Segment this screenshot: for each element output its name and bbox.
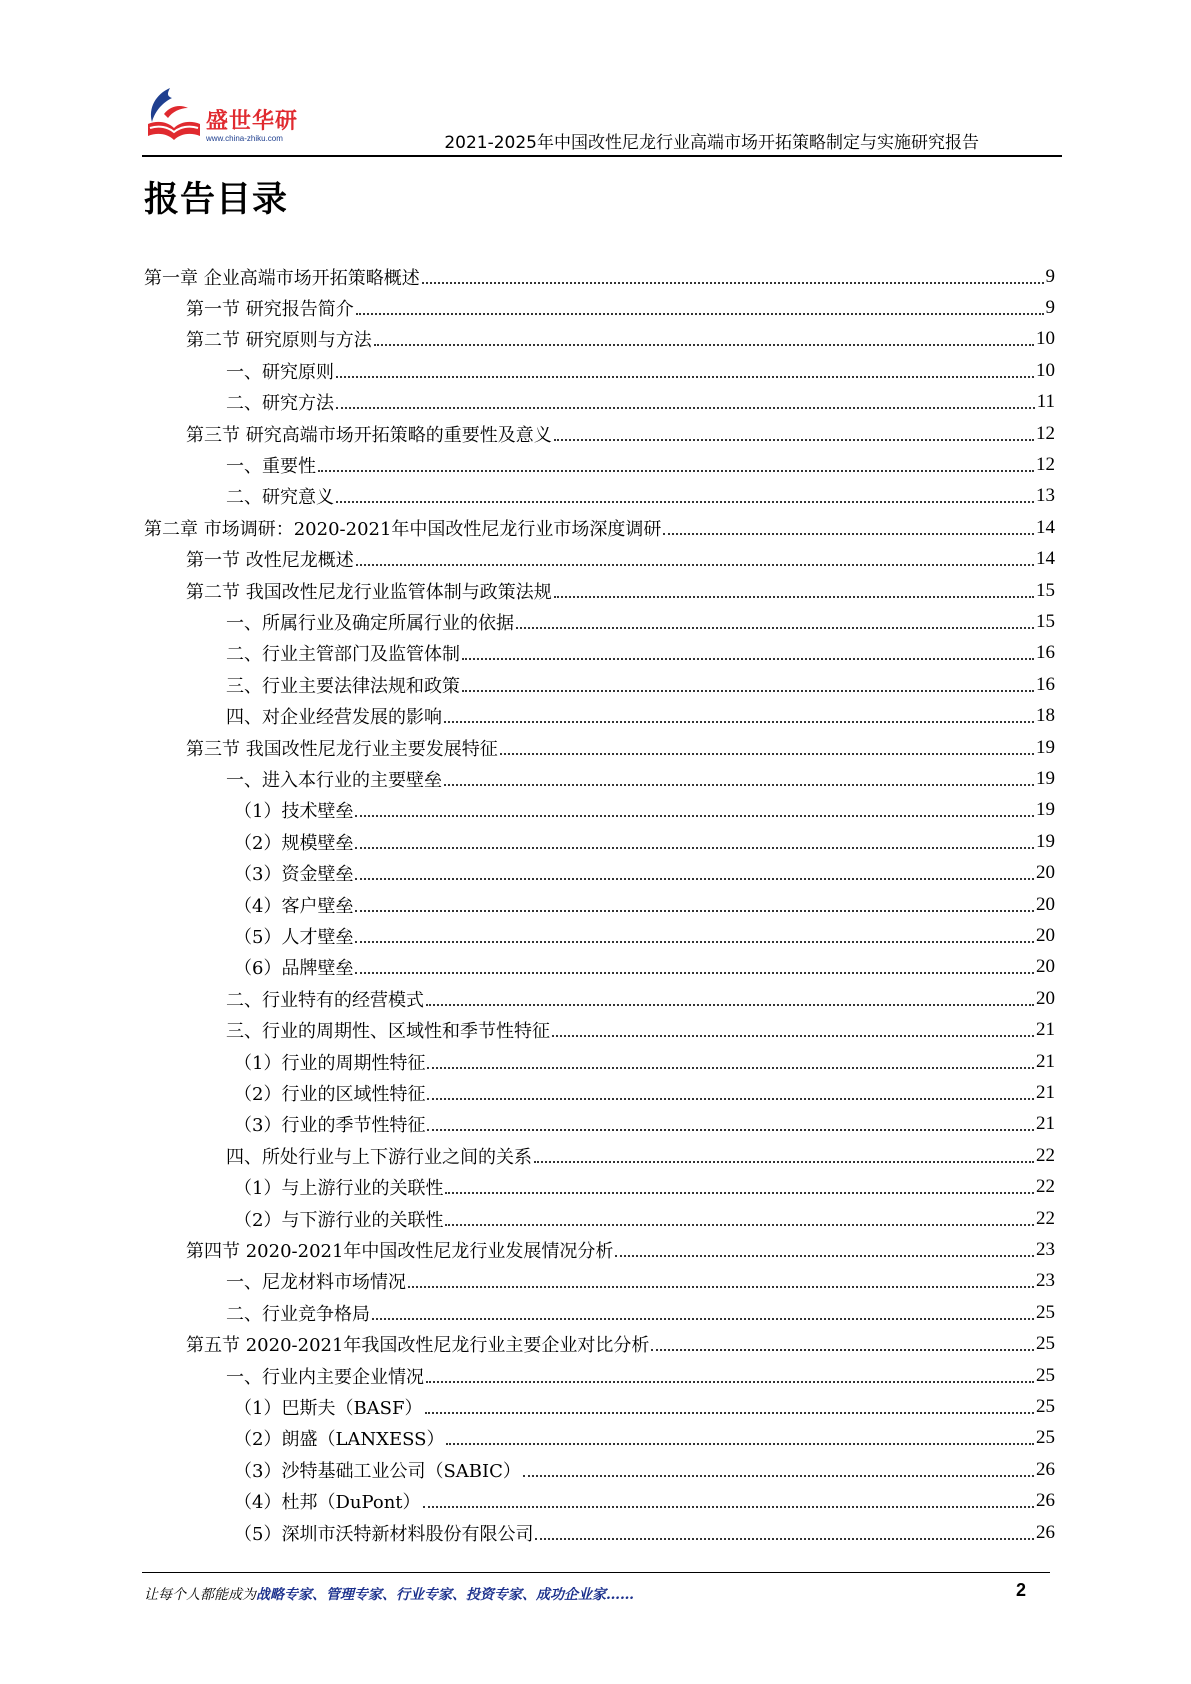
toc-entry-page: 21 (1036, 1081, 1055, 1103)
toc-entry[interactable] (144, 261, 1055, 292)
toc-entry-page: 15 (1036, 610, 1055, 632)
toc-entry-page: 11 (1036, 391, 1055, 413)
toc-entry-title: （3）资金壁垒 (234, 864, 354, 886)
toc-entry[interactable] (226, 355, 1055, 386)
toc-entry-title: （2）行业的区域性特征 (234, 1083, 426, 1105)
toc-entry[interactable] (226, 763, 1055, 794)
toc-entry[interactable] (186, 418, 1055, 449)
toc-entry-page: 22 (1036, 1176, 1055, 1198)
toc-entry[interactable] (226, 481, 1055, 512)
toc-entry-page: 20 (1036, 987, 1055, 1009)
toc-entry-title: 四、所处行业与上下游行业之间的关系 (226, 1146, 532, 1168)
toc-dot-leader (523, 1475, 1034, 1477)
toc-dot-leader (336, 376, 1034, 378)
toc-entry-page: 21 (1036, 1019, 1055, 1041)
toc-entry-page: 20 (1036, 956, 1055, 978)
toc-entry[interactable] (226, 669, 1055, 700)
toc-dot-leader (355, 941, 1034, 943)
book-swoosh-icon (142, 84, 206, 146)
toc-entry[interactable] (234, 952, 1055, 983)
slogan-prefix: 让每个人都能成为 (144, 1587, 256, 1603)
toc-dot-leader (318, 470, 1034, 472)
toc-entry-page: 15 (1036, 579, 1055, 601)
toc-entry-page: 19 (1036, 767, 1055, 789)
toc-dot-leader (445, 1192, 1034, 1194)
toc-entry-title: 第二章 市场调研：2020-2021年中国改性尼龙行业市场深度调研 (144, 518, 662, 540)
toc-dot-leader (535, 1538, 1034, 1540)
toc-entry[interactable] (234, 1046, 1055, 1077)
toc-dot-leader (444, 784, 1034, 786)
toc-entry[interactable] (226, 1266, 1055, 1297)
toc-entry-page: 26 (1036, 1490, 1055, 1512)
toc-entry-page: 13 (1036, 485, 1055, 507)
toc-entry-page: 14 (1036, 548, 1055, 570)
toc-dot-leader (336, 407, 1035, 409)
toc-entry-title: 第一节 研究报告简介 (186, 298, 354, 320)
toc-entry-title: 一、研究原则 (226, 361, 334, 383)
toc-entry-page: 25 (1036, 1427, 1055, 1449)
toc-dot-leader (651, 1349, 1034, 1351)
toc-entry-page: 22 (1036, 1144, 1055, 1166)
toc-entry[interactable] (226, 1140, 1055, 1171)
toc-dot-leader (422, 282, 1044, 284)
toc-entry-page: 20 (1036, 893, 1055, 915)
toc-entry-page: 10 (1036, 359, 1055, 381)
toc-entry-page: 22 (1036, 1207, 1055, 1229)
toc-dot-leader (423, 1506, 1034, 1508)
toc-dot-leader (355, 972, 1034, 974)
toc-dot-leader (427, 1098, 1034, 1100)
toc-entry[interactable] (234, 1172, 1055, 1203)
toc-entry[interactable] (186, 1329, 1055, 1360)
toc-dot-leader (426, 1004, 1034, 1006)
toc-dot-leader (355, 878, 1034, 880)
toc-dot-leader (425, 1412, 1035, 1414)
toc-entry-page: 25 (1036, 1395, 1055, 1417)
toc-entry-title: （1）与上游行业的关联性 (234, 1178, 444, 1200)
toc-entry-page: 14 (1036, 516, 1055, 538)
toc-entry[interactable] (234, 795, 1055, 826)
toc-entry-title: 一、行业内主要企业情况 (226, 1366, 424, 1388)
toc-dot-leader (516, 627, 1034, 629)
toc-dot-leader (500, 753, 1034, 755)
toc-dot-leader (355, 910, 1034, 912)
toc-entry-page: 23 (1036, 1238, 1055, 1260)
toc-entry-title: 第一节 改性尼龙概述 (186, 550, 354, 572)
toc-dot-leader (355, 847, 1034, 849)
toc-entry[interactable] (226, 983, 1055, 1014)
toc-entry-title: 第二节 我国改性尼龙行业监管体制与政策法规 (186, 581, 552, 603)
toc-entry-title: 二、行业主管部门及监管体制 (226, 644, 460, 666)
toc-entry-page: 26 (1036, 1458, 1055, 1480)
toc-entry[interactable] (226, 1360, 1055, 1391)
toc-entry[interactable] (226, 1297, 1055, 1328)
toc-entry[interactable] (234, 889, 1055, 920)
toc-dot-leader (552, 1035, 1034, 1037)
footer-slogan (144, 1584, 634, 1604)
toc-entry-title: （1）巴斯夫（BASF） (234, 1397, 423, 1419)
toc-entry-title: （4）客户壁垒 (234, 895, 354, 917)
toc-entry[interactable] (226, 638, 1055, 669)
toc-entry[interactable] (186, 1234, 1055, 1265)
toc-entry[interactable] (186, 324, 1055, 355)
toc-entry-page: 18 (1036, 705, 1055, 727)
toc-entry-page: 12 (1036, 453, 1055, 475)
toc-entry-title: 第一章 企业高端市场开拓策略概述 (144, 267, 420, 289)
toc-entry[interactable] (234, 1203, 1055, 1234)
toc-entry-page: 19 (1036, 736, 1055, 758)
logo-url: www.china-zhiku.com (206, 134, 283, 143)
toc-entry-page: 16 (1036, 673, 1055, 695)
toc-entry[interactable] (234, 1391, 1055, 1422)
toc-entry-title: 三、行业主要法律法规和政策 (226, 675, 460, 697)
toc-dot-leader (462, 658, 1034, 660)
toc-entry-title: 一、尼龙材料市场情况 (226, 1272, 406, 1294)
document-title: 2021-2025年中国改性尼龙行业高端市场开拓策略制定与实施研究报告 (444, 133, 979, 153)
toc-entry-title: 四、对企业经营发展的影响 (226, 707, 442, 729)
toc-entry-title: 一、所属行业及确定所属行业的依据 (226, 612, 514, 634)
toc-entry-page: 21 (1036, 1050, 1055, 1072)
page-number: 2 (1016, 1580, 1027, 1600)
logo-name: 盛世华研 (206, 109, 299, 134)
toc-entry-page: 12 (1036, 422, 1055, 444)
toc-dot-leader (534, 1161, 1034, 1163)
slogan-roles: 战略专家、管理专家、行业专家、投资专家、成功企业家…… (256, 1587, 634, 1603)
toc-entry[interactable] (186, 575, 1055, 606)
page-heading: 报告目录 (144, 180, 289, 220)
toc-entry-title: 二、行业特有的经营模式 (226, 989, 424, 1011)
toc-dot-leader (427, 1067, 1034, 1069)
toc-entry-page: 20 (1036, 924, 1055, 946)
toc-dot-leader (426, 1381, 1034, 1383)
toc-dot-leader (445, 1224, 1034, 1226)
toc-dot-leader (554, 439, 1034, 441)
toc-dot-leader (462, 690, 1034, 692)
toc-entry-title: 第四节 2020-2021年中国改性尼龙行业发展情况分析 (186, 1240, 614, 1262)
toc-entry-page: 10 (1036, 328, 1055, 350)
toc-entry-page: 9 (1045, 296, 1055, 318)
toc-entry-title: 第二节 研究原则与方法 (186, 330, 372, 352)
toc-dot-leader (356, 313, 1044, 315)
toc-entry-title: 第三节 研究高端市场开拓策略的重要性及意义 (186, 424, 552, 446)
toc-entry-title: 第五节 2020-2021年我国改性尼龙行业主要企业对比分析 (186, 1335, 650, 1357)
toc-dot-leader (408, 1286, 1034, 1288)
toc-entry[interactable] (226, 449, 1055, 480)
toc-entry[interactable] (234, 1423, 1055, 1454)
toc-entry-page: 19 (1036, 830, 1055, 852)
toc-entry-page: 26 (1036, 1521, 1055, 1543)
toc-entry-title: 第三节 我国改性尼龙行业主要发展特征 (186, 738, 498, 760)
toc-entry[interactable] (186, 292, 1055, 323)
toc-entry-page: 23 (1036, 1270, 1055, 1292)
footer-divider (142, 1572, 1050, 1573)
toc-entry-page: 9 (1045, 265, 1055, 287)
toc-entry[interactable] (234, 1486, 1055, 1517)
toc-entry-title: （1）技术壁垒 (234, 801, 354, 823)
toc-entry-page: 25 (1036, 1364, 1055, 1386)
toc-dot-leader (446, 1443, 1034, 1445)
toc-entry-page: 16 (1036, 642, 1055, 664)
toc-entry-title: （2）朗盛（LANXESS） (234, 1429, 445, 1451)
toc-entry[interactable] (226, 606, 1055, 637)
toc-entry-title: （3）沙特基础工业公司（SABIC） (234, 1460, 521, 1482)
toc-entry-title: （3）行业的季节性特征 (234, 1115, 426, 1137)
toc-entry-title: （1）行业的周期性特征 (234, 1052, 426, 1074)
toc-entry[interactable] (226, 387, 1055, 418)
toc-entry-title: （4）杜邦（DuPont） (234, 1492, 421, 1514)
toc-entry-page: 19 (1036, 799, 1055, 821)
toc-entry[interactable] (234, 1109, 1055, 1140)
toc-entry-title: （6）品牌壁垒 (234, 958, 354, 980)
toc-entry[interactable] (144, 512, 1055, 543)
toc-entry[interactable] (186, 732, 1055, 763)
toc-entry-title: 三、行业的周期性、区域性和季节性特征 (226, 1021, 550, 1043)
toc-entry[interactable] (234, 1454, 1055, 1485)
toc-entry-page: 25 (1036, 1333, 1055, 1355)
header-divider (142, 155, 1062, 157)
toc-entry[interactable] (234, 1517, 1055, 1548)
toc-entry-title: （2）规模壁垒 (234, 832, 354, 854)
toc-entry[interactable] (234, 826, 1055, 857)
toc-dot-leader (615, 1255, 1034, 1257)
toc-dot-leader (427, 1129, 1034, 1131)
toc-dot-leader (663, 533, 1034, 535)
toc-entry-page: 20 (1036, 862, 1055, 884)
toc-entry-title: 一、重要性 (226, 455, 316, 477)
toc-entry-page: 25 (1036, 1301, 1055, 1323)
toc-dot-leader (374, 344, 1034, 346)
toc-entry-title: 一、进入本行业的主要壁垒 (226, 769, 442, 791)
toc-entry-page: 21 (1036, 1113, 1055, 1135)
toc-dot-leader (336, 501, 1034, 503)
toc-entry-title: （5）深圳市沃特新材料股份有限公司 (234, 1523, 534, 1545)
toc-entry-title: 二、研究方法 (226, 393, 334, 415)
toc-entry-title: 二、研究意义 (226, 487, 334, 509)
toc-dot-leader (554, 596, 1034, 598)
toc-entry-title: 二、行业竞争格局 (226, 1303, 370, 1325)
toc-dot-leader (356, 564, 1034, 566)
toc-entry[interactable] (234, 920, 1055, 951)
toc-entry[interactable] (186, 544, 1055, 575)
toc-entry[interactable] (234, 858, 1055, 889)
toc-entry[interactable] (226, 1015, 1055, 1046)
company-logo (142, 84, 332, 154)
toc-entry-title: （2）与下游行业的关联性 (234, 1209, 444, 1231)
toc-dot-leader (372, 1318, 1034, 1320)
toc-dot-leader (444, 721, 1034, 723)
toc-entry[interactable] (226, 701, 1055, 732)
toc-entry[interactable] (234, 1077, 1055, 1108)
toc-dot-leader (355, 815, 1034, 817)
toc-entry-title: （5）人才壁垒 (234, 926, 354, 948)
